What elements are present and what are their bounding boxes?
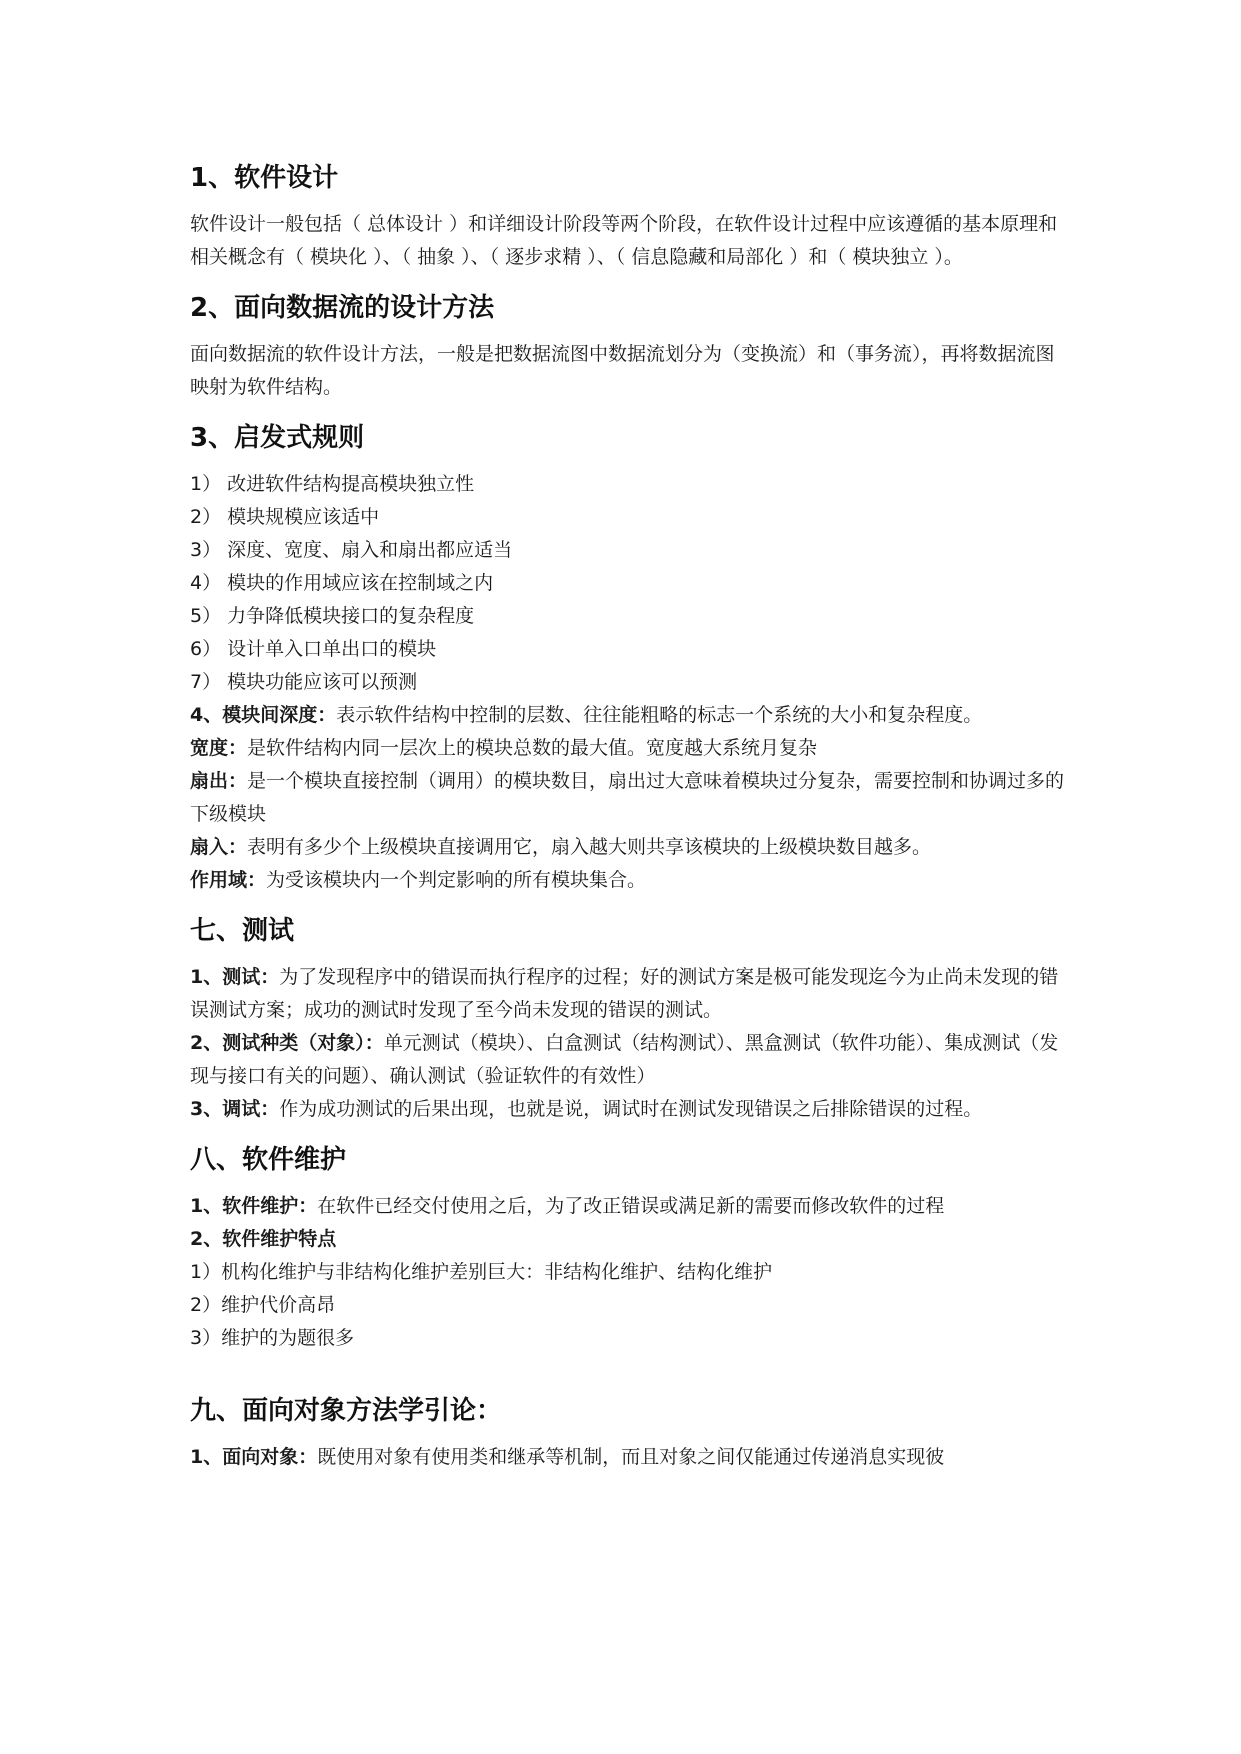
list-item: 7） 模块功能应该可以预测 xyxy=(190,671,418,693)
section-heading-dataflow-design: 2、面向数据流的设计方法 xyxy=(190,293,495,323)
section-heading-software-design: 1、软件设计 xyxy=(190,163,339,193)
definition-text: 是一个模块直接控制（调用）的模块数目，扇出过大意味着模块过分复杂，需要控制和协调过多的下级模块 xyxy=(190,770,1065,825)
definition-maintenance-features xyxy=(190,1223,1070,1256)
definition-term: 2、测试种类（对象）： xyxy=(190,1032,384,1054)
list-item: 4） 模块的作用域应该在控制域之内 xyxy=(190,572,494,594)
list-item: 6） 设计单入口单出口的模块 xyxy=(190,638,437,660)
definition-term: 1、面向对象： xyxy=(190,1446,318,1468)
section-heading-heuristic-rules: 3、启发式规则 xyxy=(190,423,365,453)
definition-term: 作用域： xyxy=(190,869,267,891)
definition-text: 既使用对象有使用类和继承等机制，而且对象之间仅能通过传递消息实现彼 xyxy=(317,1446,945,1468)
section-heading-testing: 七、测试 xyxy=(190,916,295,946)
list-item: 2） 模块规模应该适中 xyxy=(190,506,380,528)
definition-fan-in xyxy=(190,831,1070,864)
paragraph-software-design: 软件设计一般包括（ 总体设计 ）和详细设计阶段等两个阶段，在软件设计过程中应该遵循的基本原理和相关概念有（ 模块化 ）、（ 抽象 ）、（ 逐步求精 ）、（ 信息隐藏和局部化 ）和（ 模块独立 ）。 xyxy=(190,213,1058,268)
definition-width xyxy=(190,732,1070,765)
section-heading-oo-methodology: 九、面向对象方法学引论： xyxy=(190,1396,503,1426)
definition-term: 扇入： xyxy=(190,836,248,858)
list-item: 5） 力争降低模块接口的复杂程度 xyxy=(190,605,475,627)
list-item: 3）维护的为题很多 xyxy=(190,1327,355,1349)
paragraph-dataflow-design: 面向数据流的软件设计方法，一般是把数据流图中数据流划分为（变换流）和（事务流），再将数据流图映射为软件结构。 xyxy=(190,343,1055,398)
definition-term: 2、软件维护特点 xyxy=(190,1228,337,1250)
definition-text: 为受该模块内一个判定影响的所有模块集合。 xyxy=(266,869,647,891)
section-heading-maintenance: 八、软件维护 xyxy=(190,1145,347,1175)
definition-text: 表示软件结构中控制的层数、往往能粗略的标志一个系统的大小和复杂程度。 xyxy=(336,704,983,726)
document-content xyxy=(190,158,1070,1474)
definition-text: 作为成功测试的后果出现，也就是说，调试时在测试发现错误之后排除错误的过程。 xyxy=(279,1098,983,1120)
definition-term: 3、调试： xyxy=(190,1098,280,1120)
definition-fan-out xyxy=(190,765,1070,831)
list-item: 1） 改进软件结构提高模块独立性 xyxy=(190,473,475,495)
definition-text: 在软件已经交付使用之后，为了改正错误或满足新的需要而修改软件的过程 xyxy=(317,1195,945,1217)
definition-term: 1、测试： xyxy=(190,966,280,988)
definition-text: 是软件结构内同一层次上的模块总数的最大值。宽度越大系统月复杂 xyxy=(247,737,818,759)
definition-text: 表明有多少个上级模块直接调用它，扇入越大则共享该模块的上级模块数目越多。 xyxy=(247,836,932,858)
definition-term: 宽度： xyxy=(190,737,248,759)
list-item: 2）维护代价高昂 xyxy=(190,1294,336,1316)
definition-text: 为了发现程序中的错误而执行程序的过程；好的测试方案是极可能发现迄今为止尚未发现的错误测试方案；成功的测试时发现了至今尚未发现的错误的测试。 xyxy=(190,966,1059,1021)
definition-testing xyxy=(190,961,1070,1027)
list-item: 1）机构化维护与非结构化维护差别巨大：非结构化维护、结构化维护 xyxy=(190,1261,773,1283)
list-item: 3） 深度、宽度、扇入和扇出都应适当 xyxy=(190,539,513,561)
definition-scope xyxy=(190,864,1070,897)
definition-debugging xyxy=(190,1093,1070,1126)
definition-text: 单元测试（模块）、白盒测试（结构测试）、黑盒测试（软件功能）、集成测试（发现与接口有关的问题）、确认测试（验证软件的有效性） xyxy=(190,1032,1059,1087)
definition-term: 扇出： xyxy=(190,770,248,792)
definition-term: 1、软件维护： xyxy=(190,1195,318,1217)
definition-object-oriented xyxy=(190,1441,1070,1474)
definition-term: 4、模块间深度： xyxy=(190,704,337,726)
definition-maintenance xyxy=(190,1190,1070,1223)
definition-module-depth xyxy=(190,699,1070,732)
definition-test-types xyxy=(190,1027,1070,1093)
